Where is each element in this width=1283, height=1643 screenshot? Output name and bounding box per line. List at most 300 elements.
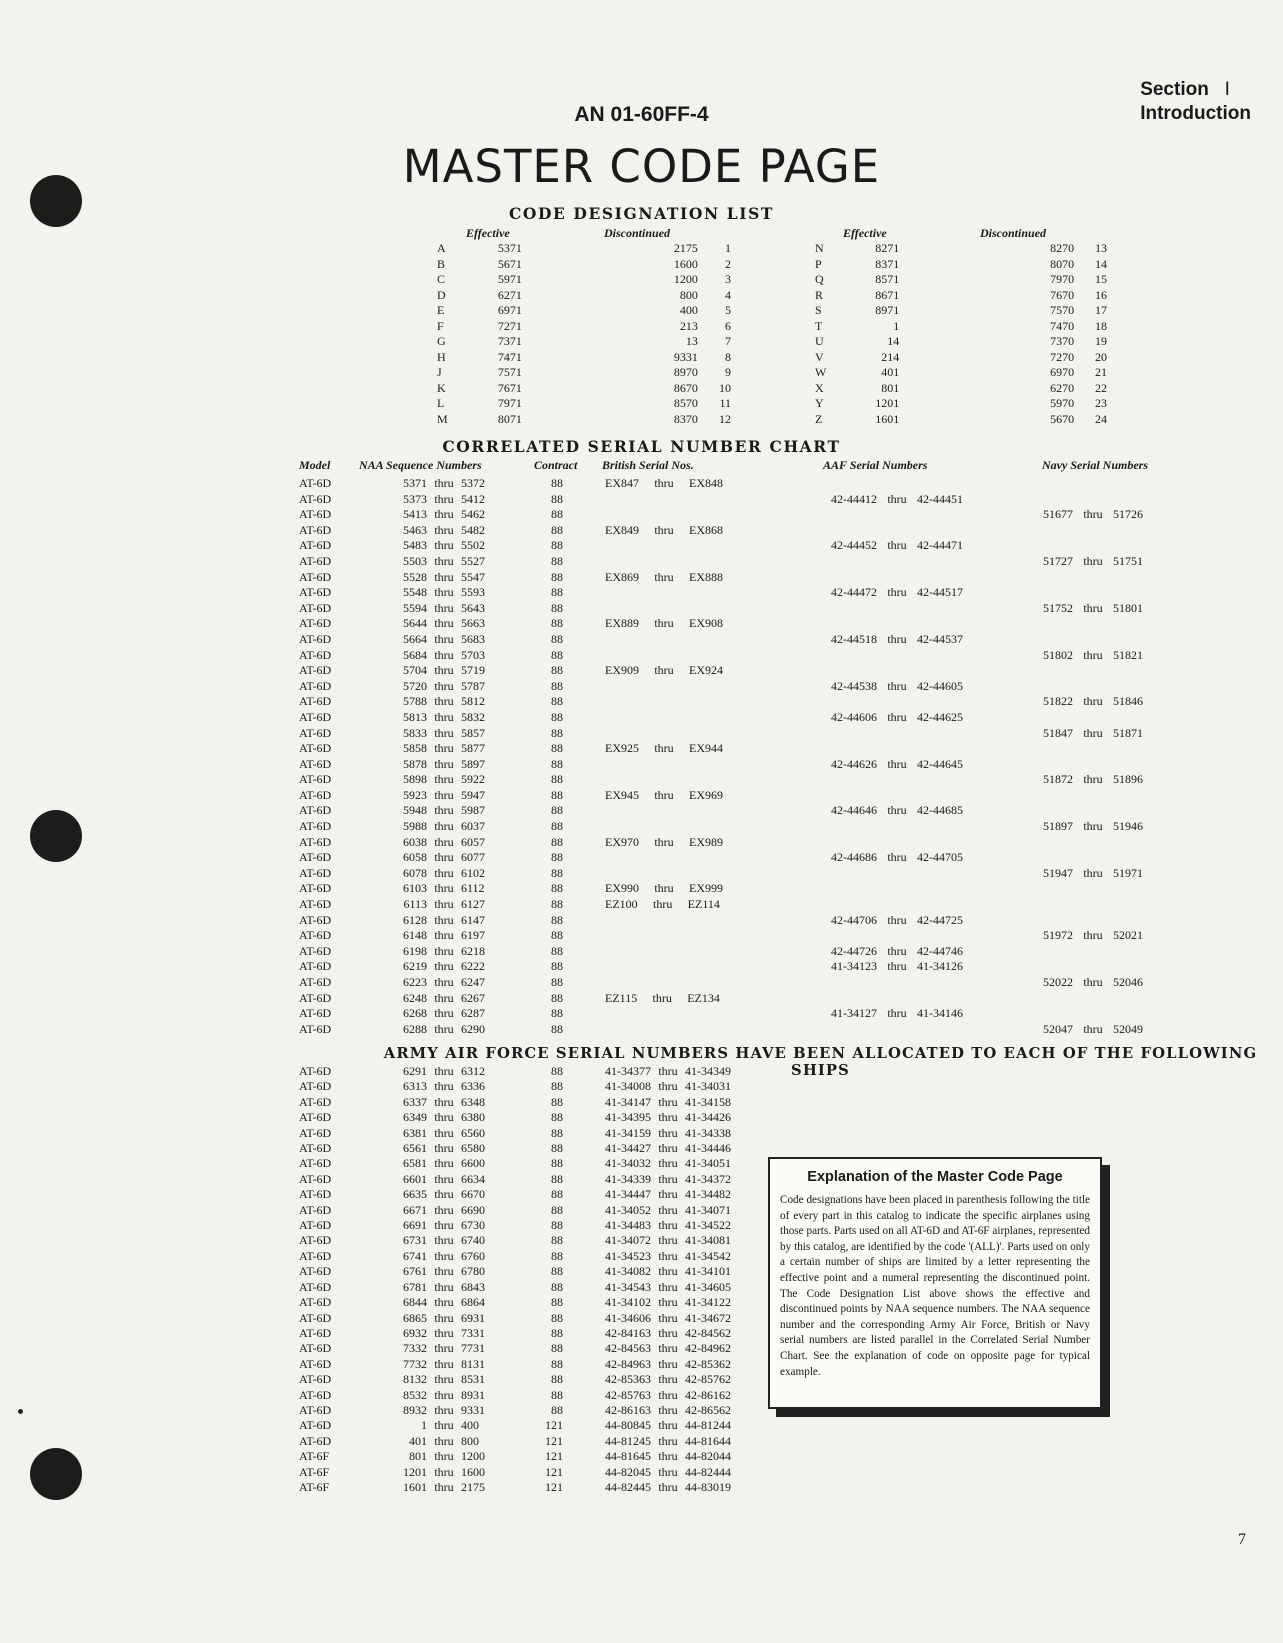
thru-cell: thru — [434, 553, 454, 568]
model-cell: AT-6D — [299, 1021, 332, 1036]
british-cell — [563, 694, 831, 710]
naa-to-cell: 6843 — [461, 1279, 485, 1294]
naa-from-cell: 5373 — [403, 491, 427, 506]
code-row — [815, 396, 1107, 412]
navy-cell — [1043, 538, 1173, 554]
navy-cell — [1043, 819, 1173, 835]
british-from: EZ115 — [605, 990, 638, 1005]
aaf-cell — [831, 694, 1043, 710]
aaf-from: 42-44412 — [831, 491, 877, 506]
naa-to-cell: 5482 — [461, 522, 485, 537]
contract-cell: 88 — [551, 1248, 563, 1263]
navy-from: 51872 — [1043, 772, 1073, 787]
contract-cell: 88 — [551, 1402, 563, 1417]
naa-from-cell: 6038 — [403, 834, 427, 849]
british-to: EX999 — [689, 881, 723, 896]
aaf-row — [299, 1372, 731, 1387]
code-discontinued: 8570 — [673, 396, 698, 410]
model-cell: AT-6D — [299, 1141, 332, 1156]
code-effective: 5671 — [497, 256, 522, 271]
aaf-row — [299, 1126, 731, 1141]
naa-to-cell: 5719 — [461, 663, 485, 678]
naa-from-cell: 6219 — [403, 959, 427, 974]
aaf-row — [299, 1388, 731, 1403]
thru-word: thru — [1083, 647, 1103, 662]
british-cell — [563, 850, 831, 866]
code-letter: W — [815, 365, 827, 379]
aaf-cell — [831, 476, 1043, 492]
code-number: 6 — [725, 318, 731, 333]
british-from: EX869 — [605, 569, 639, 584]
thru-cell: thru — [434, 1464, 454, 1479]
aaf-from: 42-84963 — [605, 1356, 651, 1371]
code-discontinued: 7470 — [1050, 318, 1075, 333]
code-number: 22 — [1095, 380, 1107, 395]
thru-word: thru — [887, 943, 907, 958]
code-discontinued: 7270 — [1050, 349, 1075, 364]
thru-word: thru — [658, 1156, 678, 1171]
naa-to-cell: 5987 — [461, 803, 485, 818]
thru-cell: thru — [434, 1279, 454, 1294]
thru-word: thru — [658, 1233, 678, 1248]
code-effective: 801 — [881, 380, 900, 395]
serial-chart-table — [299, 476, 1173, 1037]
model-cell: AT-6D — [299, 1418, 332, 1433]
code-row — [815, 319, 1107, 335]
thru-cell: thru — [434, 975, 454, 989]
naa-from-cell: 6671 — [403, 1202, 427, 1217]
serial-row — [299, 585, 1173, 601]
code-letter: M — [437, 411, 448, 426]
aaf-range-cell — [563, 1064, 731, 1079]
british-to: EX944 — [689, 741, 723, 756]
british-cell — [563, 835, 831, 851]
thru-word: thru — [654, 834, 674, 849]
british-from: EX849 — [605, 522, 639, 537]
thru-cell: thru — [434, 943, 454, 958]
aaf-from: 42-44686 — [831, 850, 877, 865]
aaf-range-cell — [563, 1249, 731, 1264]
contract-cell: 88 — [551, 1356, 563, 1371]
model-cell: AT-6D — [299, 803, 332, 818]
contract-cell: 88 — [551, 756, 563, 771]
aaf-to: 42-44685 — [917, 803, 963, 818]
aaf-cell — [831, 819, 1043, 835]
aaf-from: 42-44452 — [831, 538, 877, 553]
aaf-cell — [831, 554, 1043, 570]
model-cell: AT-6D — [299, 1433, 332, 1448]
contract-cell: 88 — [551, 1279, 563, 1294]
code-number: 8 — [725, 349, 731, 364]
col-model: Model — [299, 458, 331, 472]
aaf-from: 41-34082 — [605, 1264, 651, 1279]
binder-hole-bottom — [30, 1448, 82, 1500]
naa-to-cell: 6057 — [461, 834, 485, 849]
code-effective: 1 — [893, 318, 900, 333]
thru-word: thru — [654, 741, 674, 756]
thru-cell: thru — [434, 694, 454, 709]
naa-to-cell: 5547 — [461, 569, 485, 584]
aaf-to: 41-34126 — [917, 959, 963, 974]
code-effective: 7671 — [497, 380, 522, 395]
serial-row — [299, 741, 1173, 757]
code-number: 11 — [719, 396, 731, 410]
thru-cell: thru — [434, 538, 454, 553]
aaf-to: 42-44605 — [917, 678, 963, 693]
aaf-row — [299, 1095, 731, 1110]
aaf-to: 41-34158 — [685, 1094, 731, 1109]
navy-cell — [1043, 881, 1173, 897]
naa-from-cell: 6932 — [403, 1325, 427, 1340]
code-col-effective-left: Effective — [466, 226, 510, 240]
model-cell: AT-6D — [299, 772, 332, 787]
aaf-cell — [831, 788, 1043, 804]
naa-from-cell: 6601 — [403, 1171, 427, 1186]
aaf-from: 42-44538 — [831, 678, 877, 693]
aaf-cell — [831, 679, 1043, 695]
serial-row — [299, 507, 1173, 523]
code-discontinued: 8970 — [673, 365, 698, 379]
aaf-range-cell — [563, 1172, 731, 1187]
thru-word: thru — [654, 616, 674, 631]
aaf-range-cell — [563, 1203, 731, 1218]
thru-cell: thru — [434, 1218, 454, 1233]
naa-from-cell: 6103 — [403, 881, 427, 896]
model-cell: AT-6D — [299, 553, 332, 568]
thru-cell: thru — [434, 476, 454, 490]
serial-row — [299, 1022, 1173, 1038]
aaf-range-cell — [563, 1434, 731, 1449]
aaf-to: 41-34051 — [685, 1156, 731, 1171]
naa-from-cell: 6291 — [403, 1064, 427, 1078]
naa-to-cell: 1600 — [461, 1464, 485, 1479]
code-discontinued: 1200 — [673, 272, 698, 286]
thru-word: thru — [658, 1464, 678, 1479]
code-effective: 7471 — [497, 349, 522, 364]
naa-to-cell: 800 — [461, 1433, 479, 1448]
navy-cell — [1043, 959, 1173, 975]
naa-to-cell: 5663 — [461, 616, 485, 631]
naa-from-cell: 6761 — [403, 1264, 427, 1279]
contract-cell: 88 — [551, 569, 563, 584]
contract-cell: 88 — [551, 834, 563, 849]
contract-cell: 88 — [551, 943, 563, 958]
naa-from-cell: 6313 — [403, 1079, 427, 1094]
code-number: 10 — [719, 380, 731, 395]
aaf-to: 42-84962 — [685, 1341, 731, 1356]
british-to: EX888 — [689, 569, 723, 584]
naa-from-cell: 5644 — [403, 616, 427, 631]
model-cell: AT-6D — [299, 1387, 332, 1402]
aaf-from: 41-34147 — [605, 1094, 651, 1109]
thru-cell: thru — [434, 1202, 454, 1217]
serial-row — [299, 663, 1173, 679]
model-cell: AT-6D — [299, 1264, 332, 1279]
thru-word: thru — [887, 491, 907, 506]
navy-cell — [1043, 928, 1173, 944]
thru-word: thru — [1083, 725, 1103, 740]
model-cell: AT-6D — [299, 1094, 332, 1109]
aaf-range-cell — [563, 1326, 731, 1341]
naa-from-cell: 5858 — [403, 741, 427, 756]
naa-to-cell: 5877 — [461, 741, 485, 756]
code-discontinued: 2175 — [673, 241, 698, 255]
navy-to: 51821 — [1113, 647, 1143, 662]
aaf-to: 41-34349 — [685, 1064, 731, 1078]
naa-to-cell: 5412 — [461, 491, 485, 506]
navy-to: 51751 — [1113, 553, 1143, 568]
thru-cell: thru — [434, 522, 454, 537]
british-cell — [563, 601, 831, 617]
aaf-cell — [831, 601, 1043, 617]
navy-to: 51726 — [1113, 507, 1143, 522]
naa-from-cell: 6781 — [403, 1279, 427, 1294]
code-row — [437, 257, 731, 273]
aaf-cell — [831, 959, 1043, 975]
code-number: 18 — [1095, 318, 1107, 333]
naa-from-cell: 1601 — [403, 1479, 427, 1494]
naa-from-cell: 6058 — [403, 850, 427, 865]
explanation-body: Code designations have been placed in parenthesis following the title of every part in this catalog to indicate the specific airplanes using those parts. Parts used on all AT-6D and AT-6F airplanes, represented by this catalog, are identified by the code '(ALL)'. Parts used on only a certain number of ships are limited by a letter representing the effective point and a numeral representing the discontinued point. The Code Designation List above shows the effective and discontinued points by NAA sequence numbers. The NAA sequence number and the corresponding Army Air Force, British or Navy serial numbers are listed parallel in the Correlated Serial Number Chart. See the explanation of code on opposite page for typical example. — [780, 1194, 1090, 1378]
thru-cell: thru — [434, 803, 454, 818]
aaf-row — [299, 1326, 731, 1341]
thru-cell: thru — [434, 819, 454, 834]
thru-word: thru — [658, 1064, 678, 1078]
thru-cell: thru — [434, 1248, 454, 1263]
thru-cell: thru — [434, 1372, 454, 1387]
thru-cell: thru — [434, 600, 454, 615]
british-cell — [563, 913, 831, 929]
aaf-to: 42-44471 — [917, 538, 963, 553]
aaf-from: 41-34159 — [605, 1125, 651, 1140]
code-col-discontinued-left: Discontinued — [604, 226, 671, 240]
model-cell: AT-6D — [299, 1110, 332, 1125]
naa-from-cell: 6635 — [403, 1187, 427, 1202]
code-number: 1 — [725, 241, 731, 255]
thru-word: thru — [1083, 1021, 1103, 1036]
model-cell: AT-6D — [299, 928, 332, 943]
thru-cell: thru — [434, 1094, 454, 1109]
code-row — [815, 334, 1107, 350]
thru-word: thru — [652, 990, 672, 1005]
thru-word: thru — [654, 663, 674, 678]
contract-cell: 88 — [551, 678, 563, 693]
naa-from-cell: 6741 — [403, 1248, 427, 1263]
contract-cell: 88 — [551, 1110, 563, 1125]
aaf-cell — [831, 492, 1043, 508]
aaf-to: 42-44725 — [917, 912, 963, 927]
aaf-row — [299, 1465, 731, 1480]
code-list-heading: CODE DESIGNATION LIST — [508, 204, 775, 223]
contract-cell: 88 — [551, 709, 563, 724]
code-effective: 7271 — [497, 318, 522, 333]
navy-cell — [1043, 772, 1173, 788]
british-to: EX908 — [689, 616, 723, 631]
british-cell — [563, 632, 831, 648]
serial-row — [299, 819, 1173, 835]
aaf-row — [299, 1249, 731, 1264]
code-effective: 8071 — [497, 411, 522, 426]
aaf-from: 41-34606 — [605, 1310, 651, 1325]
aaf-cell — [831, 1022, 1043, 1038]
code-letter: A — [437, 241, 446, 255]
aaf-cell — [831, 757, 1043, 773]
model-cell: AT-6D — [299, 1006, 332, 1021]
model-cell: AT-6D — [299, 819, 332, 834]
aaf-cell — [831, 1006, 1043, 1022]
code-discontinued: 8670 — [673, 380, 698, 395]
aaf-row — [299, 1218, 731, 1233]
aaf-from: 42-44606 — [831, 709, 877, 724]
serial-row — [299, 710, 1173, 726]
contract-cell: 121 — [545, 1418, 563, 1433]
thru-word: thru — [1083, 819, 1103, 834]
aaf-range-cell — [563, 1264, 731, 1279]
naa-from-cell: 6731 — [403, 1233, 427, 1248]
aaf-to: 44-83019 — [685, 1479, 731, 1494]
thru-word: thru — [658, 1218, 678, 1233]
aaf-row — [299, 1141, 731, 1156]
aaf-to: 42-44451 — [917, 491, 963, 506]
navy-cell — [1043, 803, 1173, 819]
naa-to-cell: 6600 — [461, 1156, 485, 1171]
contract-cell: 88 — [551, 865, 563, 880]
aaf-cell — [831, 632, 1043, 648]
thru-cell: thru — [434, 709, 454, 724]
naa-from-cell: 5878 — [403, 756, 427, 771]
aaf-cell — [831, 648, 1043, 664]
aaf-range-cell — [563, 1233, 731, 1248]
british-cell — [563, 866, 831, 882]
contract-cell: 88 — [551, 491, 563, 506]
serial-row — [299, 991, 1173, 1007]
naa-from-cell: 1201 — [403, 1464, 427, 1479]
aaf-to: 41-34542 — [685, 1248, 731, 1263]
british-cell — [563, 819, 831, 835]
thru-word: thru — [658, 1079, 678, 1094]
model-cell: AT-6D — [299, 787, 332, 802]
model-cell: AT-6D — [299, 912, 332, 927]
aaf-range-cell — [563, 1372, 731, 1387]
navy-from: 51972 — [1043, 928, 1073, 943]
aaf-row — [299, 1172, 731, 1187]
code-letter: B — [437, 256, 446, 271]
navy-cell — [1043, 788, 1173, 804]
code-number: 24 — [1095, 411, 1107, 426]
aaf-to: 42-44746 — [917, 943, 963, 958]
thru-cell: thru — [434, 569, 454, 584]
explanation-box — [768, 1157, 1102, 1409]
aaf-cell — [831, 897, 1043, 913]
aaf-to: 44-82444 — [685, 1464, 731, 1479]
code-effective: 1201 — [875, 396, 900, 410]
thru-word: thru — [1083, 975, 1103, 989]
code-list-right — [815, 241, 1107, 427]
code-number: 9 — [725, 365, 731, 379]
aaf-from: 41-34127 — [831, 1006, 877, 1021]
code-row — [815, 272, 1107, 288]
thru-word: thru — [658, 1418, 678, 1433]
naa-from-cell: 5371 — [403, 476, 427, 490]
naa-from-cell: 6844 — [403, 1295, 427, 1310]
naa-from-cell: 5548 — [403, 585, 427, 600]
thru-word: thru — [658, 1202, 678, 1217]
naa-to-cell: 6290 — [461, 1021, 485, 1036]
aaf-row — [299, 1295, 731, 1310]
code-letter: T — [815, 318, 823, 333]
contract-cell: 88 — [551, 850, 563, 865]
thru-word: thru — [1083, 553, 1103, 568]
navy-cell — [1043, 663, 1173, 679]
naa-to-cell: 6670 — [461, 1187, 485, 1202]
serial-row — [299, 897, 1173, 913]
thru-word: thru — [887, 1006, 907, 1021]
code-discontinued: 1600 — [673, 256, 698, 271]
model-cell: AT-6D — [299, 834, 332, 849]
code-effective: 214 — [881, 349, 900, 364]
naa-to-cell: 6247 — [461, 975, 485, 989]
serial-row — [299, 648, 1173, 664]
thru-cell: thru — [434, 1418, 454, 1433]
contract-cell: 88 — [551, 912, 563, 927]
code-number: 14 — [1095, 256, 1107, 271]
aaf-from: 44-82445 — [605, 1479, 651, 1494]
thru-cell: thru — [434, 1310, 454, 1325]
model-cell: AT-6D — [299, 1402, 332, 1417]
code-row — [437, 381, 731, 397]
code-discontinued: 5670 — [1050, 411, 1075, 426]
aaf-cell — [831, 616, 1043, 632]
contract-cell: 88 — [551, 990, 563, 1005]
navy-cell — [1043, 726, 1173, 742]
thru-word: thru — [658, 1402, 678, 1417]
aaf-range-cell — [563, 1403, 731, 1418]
code-effective: 8371 — [875, 256, 900, 271]
contract-cell: 88 — [551, 1079, 563, 1094]
aaf-to: 44-82044 — [685, 1449, 731, 1464]
document-number: AN 01-60FF-4 — [574, 103, 709, 126]
thru-cell: thru — [434, 1171, 454, 1186]
model-cell: AT-6D — [299, 1218, 332, 1233]
contract-cell: 88 — [551, 1156, 563, 1171]
aaf-range-cell — [563, 1449, 731, 1464]
code-effective: 8571 — [875, 272, 900, 286]
contract-cell: 88 — [551, 881, 563, 896]
code-letter: V — [815, 349, 824, 364]
model-cell: AT-6D — [299, 585, 332, 600]
naa-to-cell: 6312 — [461, 1064, 485, 1078]
thru-word: thru — [1083, 928, 1103, 943]
model-cell: AT-6D — [299, 1279, 332, 1294]
thru-cell: thru — [434, 912, 454, 927]
naa-from-cell: 5594 — [403, 600, 427, 615]
thru-word: thru — [658, 1187, 678, 1202]
contract-cell: 88 — [551, 600, 563, 615]
serial-row — [299, 803, 1173, 819]
code-letter: F — [437, 318, 444, 333]
british-cell — [563, 492, 831, 508]
british-cell — [563, 585, 831, 601]
model-cell: AT-6D — [299, 663, 332, 678]
code-letter: X — [815, 380, 824, 395]
naa-from-cell: 5833 — [403, 725, 427, 740]
code-number: 13 — [1095, 241, 1107, 255]
thru-word: thru — [658, 1310, 678, 1325]
aaf-row — [299, 1079, 731, 1094]
british-to: EX848 — [689, 476, 723, 490]
contract-cell: 88 — [551, 1125, 563, 1140]
navy-cell — [1043, 601, 1173, 617]
